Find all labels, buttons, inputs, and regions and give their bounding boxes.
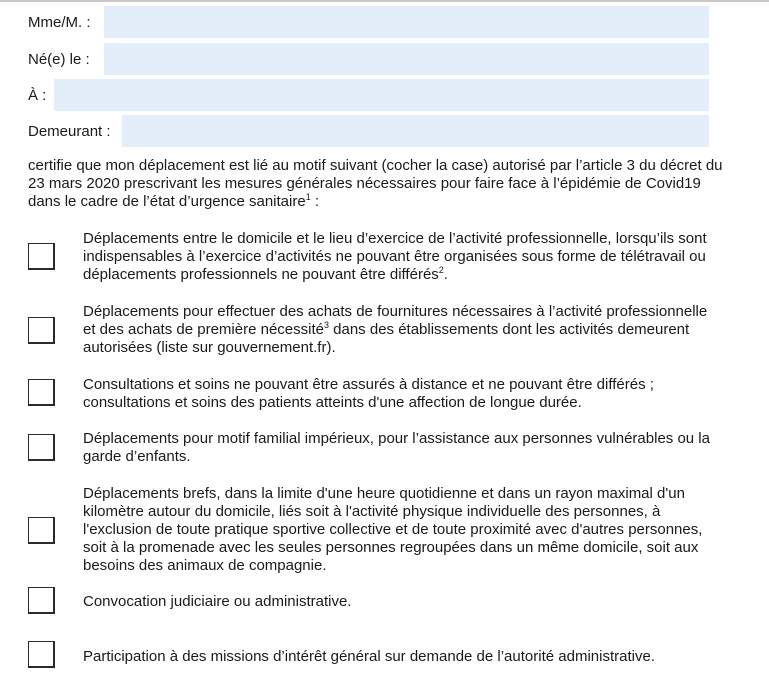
reason-text-family <box>83 430 723 466</box>
footnote-ref-2: 2 <box>438 265 444 275</box>
reason-checkbox-work[interactable] <box>28 243 55 270</box>
field-row-birthdate <box>28 43 737 75</box>
top-divider <box>0 0 769 2</box>
address-input[interactable] <box>122 115 709 147</box>
reason-text-work <box>83 230 723 284</box>
reason-label: Déplacements pour effectuer des achats de fournitures nécessaires à l’activité professionnelle et des achats de première nécessité <box>83 303 708 338</box>
reason-label: Participation à des missions d’intérêt général sur demande de l’autorité administrative. <box>83 648 655 665</box>
certification-text: certifie que mon déplacement est lié au motif suivant (cocher la case) autorisé par l’article 3 du décret du 23 mars 2020 prescrivant les mesures générales nécessaires pour faire face à l’épidémie de Covid19 dans le cadre de l’état d’urgence sanitaire <box>28 157 723 210</box>
reason-text-exercise <box>83 485 723 575</box>
reason-label: Consultations et soins ne pouvant être assurés à distance et ne pouvant être différés ; consultations et soins des patients atteints d'une affection de longue durée. <box>83 376 654 411</box>
reason-text-public-service <box>83 648 723 666</box>
birthdate-input[interactable] <box>104 43 709 75</box>
reason-label: Déplacements entre le domicile et le lieu d’exercice de l’activité professionnelle, lorsqu’ils sont indispensables à l’exercice d’activités ne pouvant être organisées sous forme de télétravail ou déplacements professionnels ne pouvant être différés <box>83 230 707 283</box>
footnote-ref-1: 1 <box>305 192 311 202</box>
reason-checkbox-exercise[interactable] <box>28 517 55 544</box>
reason-label-continued: dans des établissements dont les activités demeurent autorisées (liste sur gouvernement.fr). <box>83 321 690 356</box>
reason-label: Convocation judiciaire ou administrative. <box>83 593 352 610</box>
field-row-name <box>28 6 737 38</box>
address-label: Demeurant : <box>28 122 111 140</box>
name-input[interactable] <box>104 6 709 38</box>
field-row-birthplace <box>28 79 737 111</box>
reason-text-summons <box>83 593 723 611</box>
certification-suffix: : <box>310 193 320 210</box>
name-label: Mme/M. : <box>28 13 91 31</box>
footnote-ref-3: 3 <box>323 320 329 330</box>
reason-text-purchases <box>83 303 723 357</box>
birthplace-input[interactable] <box>54 79 709 111</box>
reason-suffix: . <box>443 266 448 283</box>
reason-checkbox-summons[interactable] <box>28 587 55 614</box>
certification-statement <box>28 157 728 211</box>
reason-label: Déplacements brefs, dans la limite d'une heure quotidienne et dans un rayon maximal d'un kilomètre autour du domicile, liés soit à l'activité physique individuelle des personnes, à l'exclusion de toute pratique sportive collective et de toute proximité avec d'autres personnes, soit à la promenade avec les seules personnes regroupées dans un même domicile, soit aux besoins des animaux de compagnie. <box>83 485 703 574</box>
field-row-address <box>28 115 737 147</box>
birthdate-label: Né(e) le : <box>28 50 90 68</box>
birthplace-label: À : <box>28 86 47 104</box>
reason-label: Déplacements pour motif familial impérieux, pour l’assistance aux personnes vulnérables ou la garde d’enfants. <box>83 430 710 465</box>
reason-checkbox-family[interactable] <box>28 434 55 461</box>
reason-checkbox-public-service[interactable] <box>28 641 55 668</box>
reason-text-health <box>83 376 723 412</box>
reason-checkbox-health[interactable] <box>28 379 55 406</box>
reason-checkbox-purchases[interactable] <box>28 317 55 344</box>
